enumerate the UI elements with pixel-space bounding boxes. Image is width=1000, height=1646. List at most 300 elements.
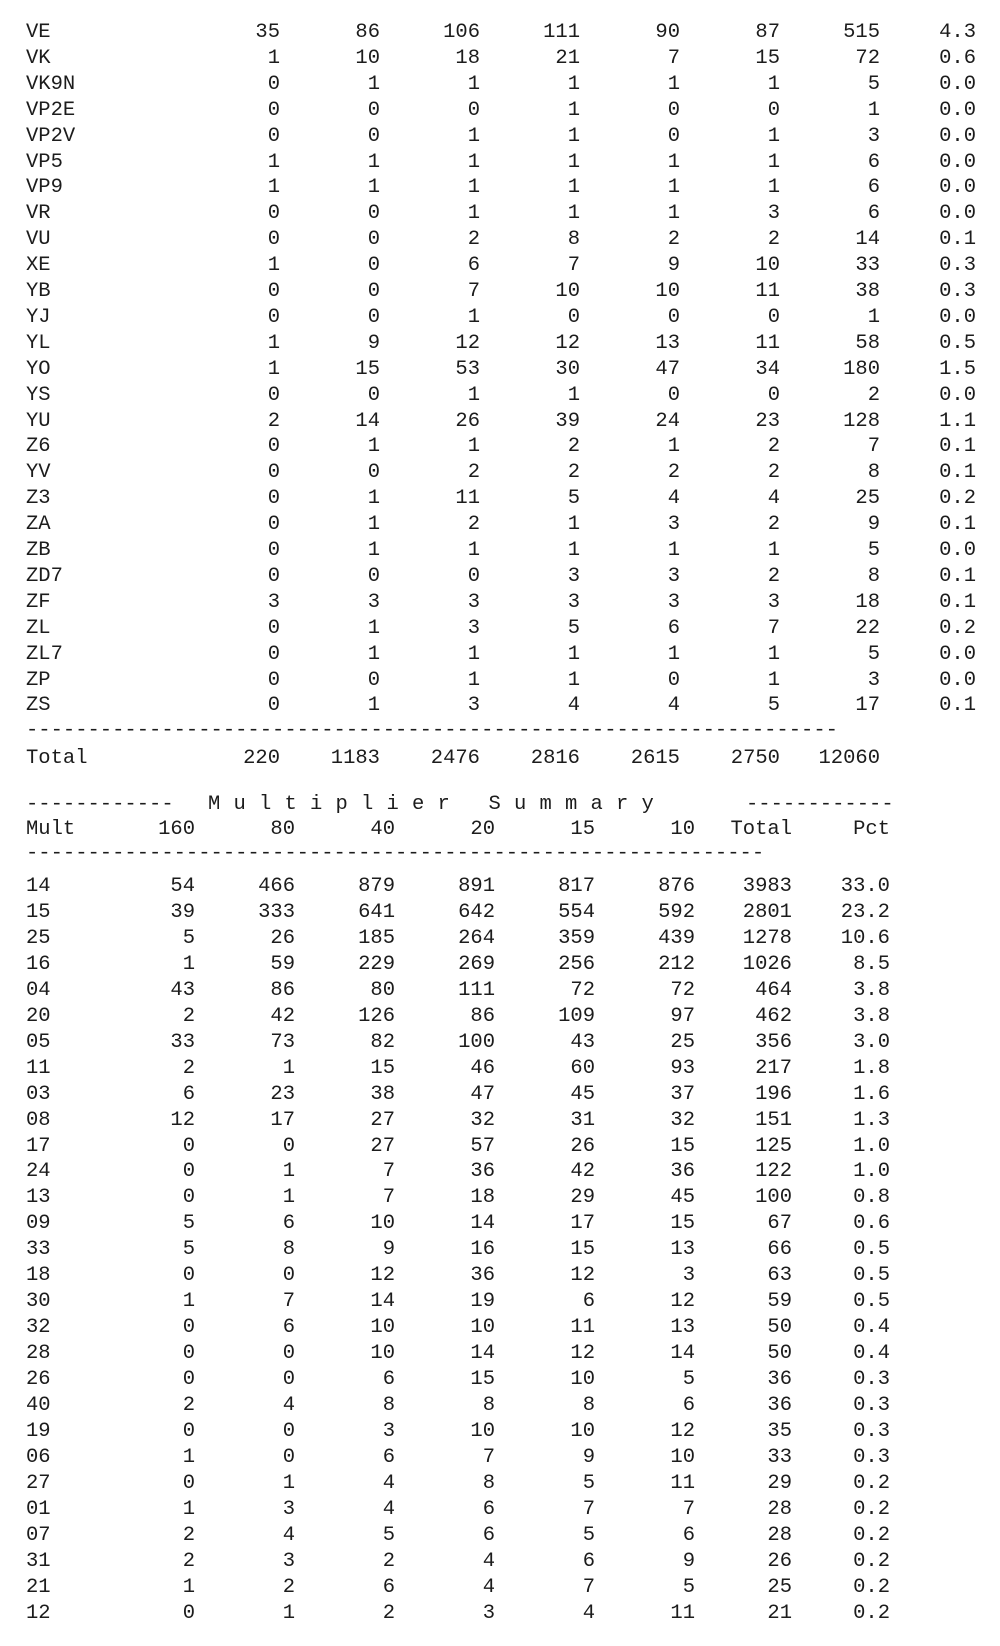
country-prefix: VP2V [26, 124, 76, 148]
cell-80m: 1 [282, 1601, 295, 1625]
cell-40m: 106 [443, 21, 480, 44]
cell-10m: 97 [670, 1004, 695, 1028]
cell-10m: 5 [682, 1575, 695, 1599]
cell-pct: 23.2 [840, 900, 890, 924]
cell-40m: 1 [467, 305, 480, 329]
cell-160m: 1 [182, 1290, 195, 1314]
cell-80m: 3 [367, 590, 380, 614]
cell-10m: 0 [767, 383, 780, 407]
title-dashes-right: ------------ [746, 793, 894, 816]
cell-20m: 19 [470, 1290, 495, 1314]
cell-total: 1026 [742, 952, 792, 976]
country-prefix: ZS [26, 694, 51, 718]
cell-160m: 1 [267, 150, 280, 174]
cell-pct: 0.0 [939, 176, 976, 200]
cell-40m: 6 [382, 1368, 395, 1392]
cell-80m: 4 [282, 1394, 295, 1417]
country-prefix: ZD7 [26, 564, 63, 588]
table-row [0, 564, 1000, 590]
cell-40m: 9 [382, 1238, 395, 1262]
cell-pct: 0.1 [939, 694, 976, 718]
cell-20m: 100 [458, 1030, 495, 1054]
cell-20m: 6 [482, 1497, 495, 1521]
table-row [0, 253, 1000, 279]
cell-10m: 37 [670, 1082, 695, 1106]
cell-80m: 0 [282, 1368, 295, 1392]
cell-80m: 23 [270, 1082, 295, 1106]
cell-pct: 0.2 [853, 1601, 890, 1625]
cell-15m: 8 [582, 1394, 595, 1417]
cell-total: 12060 [818, 747, 880, 771]
cell-pct: 1.8 [853, 1056, 890, 1080]
cell-160m: 0 [267, 487, 280, 511]
cell-10m: 23 [755, 409, 780, 433]
cell-80m: 86 [270, 978, 295, 1002]
cell-20m: 14 [470, 1212, 495, 1236]
cell-pct: 0.2 [853, 1523, 890, 1547]
table-row [0, 98, 1000, 124]
table-row [0, 952, 1000, 978]
cell-total: 72 [855, 46, 880, 70]
cell-total: 14 [855, 228, 880, 252]
cell-total: 180 [843, 357, 880, 381]
column-header: Mult [26, 818, 76, 841]
cell-15m: 1 [667, 539, 680, 562]
cell-pct: 0.6 [853, 1212, 890, 1236]
table-row [0, 668, 1000, 694]
cell-160m: 0 [267, 539, 280, 562]
cell-160m: 0 [182, 1342, 195, 1366]
cell-20m: 4 [482, 1575, 495, 1599]
cell-20m: 18 [470, 1186, 495, 1210]
cell-15m: 256 [558, 952, 595, 976]
table-row [0, 175, 1000, 201]
cell-total: 1 [867, 305, 880, 329]
cell-total: 33 [855, 254, 880, 278]
table-row [0, 1315, 1000, 1341]
cell-pct: 0.0 [939, 72, 976, 96]
country-prefix: ZL7 [26, 642, 63, 666]
cell-15m: 0 [667, 383, 680, 407]
cell-40m: 53 [455, 357, 480, 381]
table-row [0, 46, 1000, 72]
cell-total: 356 [755, 1030, 792, 1054]
cell-10m: 11 [755, 331, 780, 355]
cell-total: 2801 [742, 900, 792, 924]
cell-80m: 0 [367, 461, 380, 485]
table-row [0, 305, 1000, 331]
cell-total: 3 [867, 668, 880, 692]
table-row [0, 486, 1000, 512]
cell-10m: 13 [670, 1316, 695, 1340]
cell-80m: 466 [258, 875, 295, 898]
country-prefix: ZF [26, 590, 51, 614]
cell-80m: 0 [282, 1342, 295, 1366]
cell-10m: 9 [682, 1549, 695, 1573]
country-prefix: VP9 [26, 176, 63, 200]
cell-10m: 2 [767, 228, 780, 252]
cell-160m: 0 [267, 202, 280, 226]
cell-10m: 5 [682, 1368, 695, 1392]
cell-total: 462 [755, 1004, 792, 1028]
cell-pct: 1.3 [853, 1108, 890, 1132]
table-row [0, 434, 1000, 460]
country-prefix: YV [26, 461, 51, 485]
cell-160m: 0 [267, 280, 280, 303]
mult-zone: 27 [26, 1471, 51, 1495]
table-row [0, 590, 1000, 616]
cell-15m: 1 [667, 150, 680, 174]
cell-20m: 891 [458, 875, 495, 898]
cell-40m: 1 [467, 383, 480, 407]
cell-pct: 3.0 [853, 1030, 890, 1054]
cell-10m: 0 [767, 305, 780, 329]
cell-total: 36 [767, 1394, 792, 1417]
cell-40m: 1 [467, 176, 480, 200]
cell-15m: 1 [667, 176, 680, 200]
cell-160m: 12 [170, 1108, 195, 1132]
table-row [0, 383, 1000, 409]
cell-80m: 59 [270, 952, 295, 976]
cell-15m: 42 [570, 1160, 595, 1184]
cell-10m: 2 [767, 461, 780, 485]
cell-80m: 1 [367, 539, 380, 562]
cell-pct: 0.2 [853, 1549, 890, 1573]
country-prefix: VP2E [26, 98, 76, 122]
cell-160m: 1 [267, 254, 280, 278]
cell-40m: 82 [370, 1030, 395, 1054]
cell-80m: 0 [367, 305, 380, 329]
cell-pct: 0.2 [939, 616, 976, 640]
country-prefix: YU [26, 409, 51, 433]
cell-total: 464 [755, 978, 792, 1002]
cell-pct: 4.3 [939, 21, 976, 44]
table-row [0, 1289, 1000, 1315]
cell-15m: 0 [667, 668, 680, 692]
cell-80m: 4 [282, 1523, 295, 1547]
cell-20m: 6 [482, 1523, 495, 1547]
cell-15m: 45 [570, 1082, 595, 1106]
mult-zone: 28 [26, 1342, 51, 1366]
cell-160m: 0 [182, 1368, 195, 1392]
cell-40m: 38 [370, 1082, 395, 1106]
cell-20m: 10 [470, 1316, 495, 1340]
cell-10m: 1 [767, 150, 780, 174]
cell-160m: 0 [182, 1471, 195, 1495]
cell-pct: 0.4 [853, 1316, 890, 1340]
mult-zone: 05 [26, 1030, 51, 1054]
cell-20m: 7 [567, 254, 580, 278]
cell-40m: 1 [467, 202, 480, 226]
table-row [0, 1211, 1000, 1237]
cell-15m: 2615 [630, 747, 680, 771]
country-prefix: VK9N [26, 72, 76, 96]
cell-15m: 72 [570, 978, 595, 1002]
summary-title-line [26, 792, 896, 818]
cell-40m: 12 [370, 1264, 395, 1288]
country-prefix: VR [26, 202, 51, 226]
cell-pct: 0.0 [939, 668, 976, 692]
table-row [0, 1523, 1000, 1549]
cell-80m: 0 [282, 1134, 295, 1158]
cell-40m: 27 [370, 1108, 395, 1132]
cell-160m: 2 [182, 1056, 195, 1080]
cell-10m: 11 [755, 280, 780, 303]
cell-total: 3983 [742, 875, 792, 898]
cell-10m: 5 [767, 694, 780, 718]
column-header: 15 [570, 818, 595, 841]
cell-10m: 2 [767, 513, 780, 537]
cell-20m: 36 [470, 1264, 495, 1288]
cell-15m: 109 [558, 1004, 595, 1028]
cell-10m: 7 [767, 616, 780, 640]
cell-total: 29 [767, 1471, 792, 1495]
cell-40m: 6 [467, 254, 480, 278]
table-row [0, 1341, 1000, 1367]
cell-80m: 15 [355, 357, 380, 381]
cell-80m: 0 [367, 564, 380, 588]
cell-160m: 0 [267, 383, 280, 407]
cell-40m: 879 [358, 875, 395, 898]
cell-10m: 15 [755, 46, 780, 70]
cell-10m: 11 [670, 1471, 695, 1495]
cell-total: 50 [767, 1316, 792, 1340]
cell-15m: 1 [667, 435, 680, 459]
title-dashes-left: ------------ [26, 793, 174, 816]
cell-80m: 0 [367, 202, 380, 226]
cell-10m: 72 [670, 978, 695, 1002]
cell-15m: 4 [667, 694, 680, 718]
cell-15m: 1 [667, 202, 680, 226]
mult-zone: 40 [26, 1394, 51, 1417]
cell-80m: 1183 [330, 747, 380, 771]
table-row [0, 72, 1000, 98]
cell-15m: 7 [667, 46, 680, 70]
cell-15m: 24 [655, 409, 680, 433]
cell-160m: 0 [182, 1186, 195, 1210]
cell-pct: 0.2 [853, 1497, 890, 1521]
cell-40m: 80 [370, 978, 395, 1002]
cell-40m: 2476 [430, 747, 480, 771]
table-row [0, 616, 1000, 642]
table-row [0, 1497, 1000, 1523]
cell-pct: 0.0 [939, 642, 976, 666]
cell-160m: 2 [182, 1004, 195, 1028]
cell-total: 8 [867, 461, 880, 485]
mult-zone: 12 [26, 1601, 51, 1625]
cell-80m: 1 [282, 1056, 295, 1080]
table-row [0, 1004, 1000, 1030]
cell-160m: 6 [182, 1082, 195, 1106]
table-row [0, 1471, 1000, 1497]
mult-zone: 31 [26, 1549, 51, 1573]
cell-10m: 1 [767, 124, 780, 148]
cell-total: 122 [755, 1160, 792, 1184]
cell-20m: 642 [458, 900, 495, 924]
cell-20m: 2816 [530, 747, 580, 771]
cell-160m: 0 [267, 642, 280, 666]
cell-15m: 5 [582, 1523, 595, 1547]
cell-40m: 1 [467, 435, 480, 459]
cell-80m: 0 [367, 228, 380, 252]
cell-80m: 14 [355, 409, 380, 433]
mult-zone: 25 [26, 926, 51, 950]
country-prefix: YB [26, 280, 51, 303]
cell-80m: 73 [270, 1030, 295, 1054]
cell-20m: 1 [567, 539, 580, 562]
cell-total: 9 [867, 513, 880, 537]
cell-10m: 1 [767, 539, 780, 562]
country-prefix: XE [26, 254, 51, 278]
table-row [0, 20, 1000, 46]
cell-pct: 1.5 [939, 357, 976, 381]
cell-15m: 1 [667, 642, 680, 666]
table-row [0, 460, 1000, 486]
cell-pct: 3.8 [853, 1004, 890, 1028]
cell-160m: 0 [182, 1316, 195, 1340]
cell-80m: 1 [367, 487, 380, 511]
cell-40m: 1 [467, 668, 480, 692]
cell-total: 35 [767, 1419, 792, 1443]
cell-40m: 6 [382, 1445, 395, 1469]
cell-pct: 0.5 [853, 1238, 890, 1262]
cell-80m: 10 [355, 46, 380, 70]
cell-15m: 10 [655, 280, 680, 303]
cell-80m: 42 [270, 1004, 295, 1028]
cell-160m: 3 [267, 590, 280, 614]
cell-total: 7 [867, 435, 880, 459]
cell-15m: 13 [655, 331, 680, 355]
cell-20m: 4 [567, 694, 580, 718]
cell-20m: 1 [567, 668, 580, 692]
table-row [0, 1263, 1000, 1289]
mult-zone: 15 [26, 900, 51, 924]
cell-80m: 3 [282, 1549, 295, 1573]
cell-total: 5 [867, 539, 880, 562]
mult-zone: 07 [26, 1523, 51, 1547]
cell-20m: 5 [567, 616, 580, 640]
cell-15m: 2 [667, 461, 680, 485]
cell-20m: 1 [567, 202, 580, 226]
cell-20m: 3 [482, 1601, 495, 1625]
cell-15m: 17 [570, 1212, 595, 1236]
cell-pct: 0.5 [853, 1290, 890, 1314]
mult-zone: 09 [26, 1212, 51, 1236]
cell-total: 1278 [742, 926, 792, 950]
mult-zone: 03 [26, 1082, 51, 1106]
cell-15m: 90 [655, 21, 680, 44]
cell-total: 18 [855, 590, 880, 614]
cell-pct: 0.1 [939, 461, 976, 485]
cell-40m: 10 [370, 1316, 395, 1340]
cell-80m: 3 [282, 1497, 295, 1521]
cell-80m: 0 [367, 280, 380, 303]
cell-total: 38 [855, 280, 880, 303]
cell-20m: 1 [567, 150, 580, 174]
cell-20m: 0 [567, 305, 580, 329]
cell-20m: 21 [555, 46, 580, 70]
cell-40m: 8 [382, 1394, 395, 1417]
column-header: 40 [370, 818, 395, 841]
cell-15m: 31 [570, 1108, 595, 1132]
cell-20m: 15 [470, 1368, 495, 1392]
cell-15m: 359 [558, 926, 595, 950]
table-row [0, 409, 1000, 435]
cell-total: 5 [867, 642, 880, 666]
cell-40m: 0 [467, 564, 480, 588]
cell-80m: 1 [367, 513, 380, 537]
cell-pct: 0.3 [853, 1368, 890, 1392]
cell-80m: 1 [282, 1186, 295, 1210]
cell-40m: 1 [467, 539, 480, 562]
cell-80m: 1 [367, 150, 380, 174]
cell-15m: 29 [570, 1186, 595, 1210]
cell-20m: 8 [482, 1394, 495, 1417]
cell-15m: 47 [655, 357, 680, 381]
cell-pct: 0.3 [853, 1394, 890, 1417]
cell-10m: 7 [682, 1497, 695, 1521]
cell-pct: 0.6 [939, 46, 976, 70]
cell-20m: 8 [482, 1471, 495, 1495]
cell-160m: 33 [170, 1030, 195, 1054]
cell-10m: 15 [670, 1134, 695, 1158]
cell-160m: 1 [267, 176, 280, 200]
cell-20m: 47 [470, 1082, 495, 1106]
table-row [0, 874, 1000, 900]
country-prefix: YO [26, 357, 51, 381]
country-prefix: VK [26, 46, 51, 70]
country-prefix: ZP [26, 668, 51, 692]
cell-15m: 7 [582, 1497, 595, 1521]
cell-10m: 45 [670, 1186, 695, 1210]
cell-160m: 5 [182, 1212, 195, 1236]
cell-pct: 0.0 [939, 539, 976, 562]
cell-80m: 333 [258, 900, 295, 924]
cell-160m: 0 [182, 1264, 195, 1288]
cell-160m: 43 [170, 978, 195, 1002]
cell-80m: 8 [282, 1238, 295, 1262]
cell-40m: 12 [455, 331, 480, 355]
table-row [0, 1393, 1000, 1419]
mult-zone: 08 [26, 1108, 51, 1132]
cell-pct: 1.1 [939, 409, 976, 433]
cell-80m: 86 [355, 21, 380, 44]
cell-20m: 5 [567, 487, 580, 511]
cell-pct: 1.0 [853, 1160, 890, 1184]
cell-total: 5 [867, 72, 880, 96]
cell-160m: 0 [182, 1419, 195, 1443]
cell-15m: 554 [558, 900, 595, 924]
cell-40m: 7 [382, 1160, 395, 1184]
cell-pct: 0.3 [853, 1419, 890, 1443]
cell-total: 66 [767, 1238, 792, 1262]
cell-40m: 14 [370, 1290, 395, 1314]
cell-10m: 212 [658, 952, 695, 976]
cell-pct: 1.6 [853, 1082, 890, 1106]
cell-total: 6 [867, 176, 880, 200]
cell-40m: 2 [382, 1549, 395, 1573]
table-row [0, 1601, 1000, 1627]
table-row [0, 1445, 1000, 1471]
table-row [0, 1159, 1000, 1185]
cell-10m: 2750 [730, 747, 780, 771]
cell-80m: 1 [367, 616, 380, 640]
cell-pct: 0.0 [939, 150, 976, 174]
cell-20m: 10 [470, 1419, 495, 1443]
cell-10m: 15 [670, 1212, 695, 1236]
table-row [0, 512, 1000, 538]
total-row [0, 746, 1000, 772]
